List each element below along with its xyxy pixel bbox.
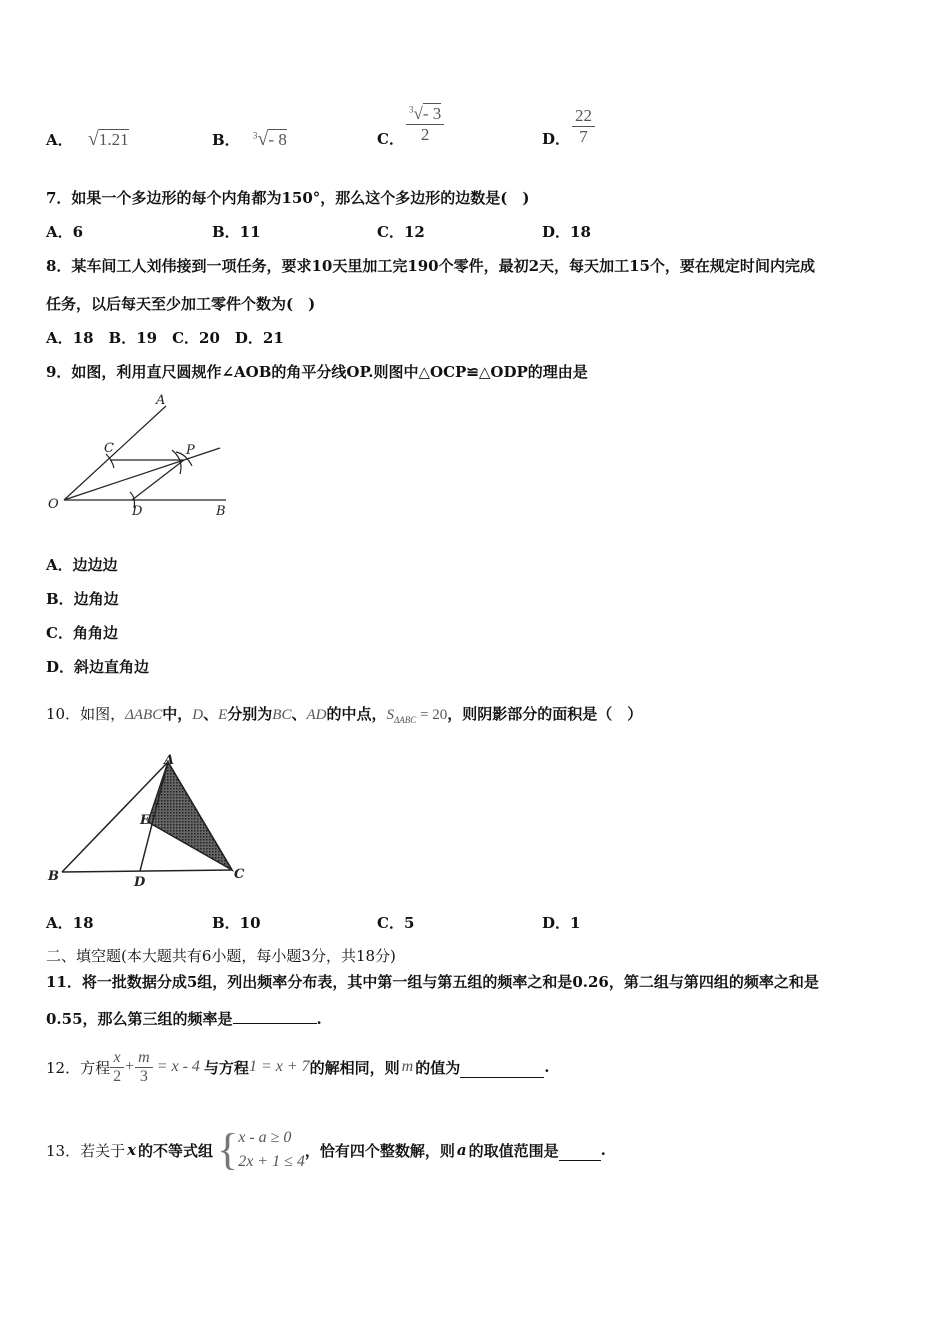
plus-sign: + xyxy=(125,1058,135,1075)
fraction-denominator: 3 xyxy=(139,1067,148,1085)
q8-text-line1: 8．某车间工人刘伟接到一项任务，要求10天里加工完190个零件，最初2天，每天加工15个，要在规定时间内完成 xyxy=(46,257,815,275)
label-c: C xyxy=(234,867,245,882)
root-index: 3 xyxy=(409,104,414,115)
q9-option-c: C．角角边 xyxy=(46,624,118,642)
sqrt-expression: √1.21 xyxy=(87,128,129,150)
option-label: A． xyxy=(46,131,73,149)
q10-triangle-figure xyxy=(44,752,254,892)
equation-rhs: = x - 4 xyxy=(152,1058,200,1075)
radicand: 1.21 xyxy=(98,130,129,149)
numerator: 22 xyxy=(572,106,595,127)
point-e: E xyxy=(218,707,228,723)
label-o: O xyxy=(48,497,59,512)
label-e: E xyxy=(140,813,150,828)
area-value: = 20 xyxy=(416,707,448,723)
area-symbol: S xyxy=(386,707,394,723)
q12-end: . xyxy=(544,1058,550,1076)
q10-option-c: C．5 xyxy=(377,914,415,932)
q11-text-part: 0.55，那么第三组的频率是 xyxy=(46,1010,233,1028)
segment-ad: AD xyxy=(306,707,327,723)
label-d: D xyxy=(134,875,146,890)
q10-text-part: 、 xyxy=(291,705,307,723)
q10-text xyxy=(46,703,642,725)
q10-text-part: 、 xyxy=(203,705,219,723)
q10-text-part: 分别为 xyxy=(227,705,273,723)
inequality-1: x - a ≥ 0 xyxy=(238,1129,292,1146)
q10-option-d: D．1 xyxy=(542,914,581,932)
inequality-system xyxy=(217,1126,305,1174)
q10-text-part: 的中点， xyxy=(326,705,387,723)
q12-equation-2: 1 = x + 7 xyxy=(248,1058,310,1075)
q11-answer-blank[interactable] xyxy=(233,1011,317,1024)
left-brace: { xyxy=(217,1125,239,1174)
side-bc xyxy=(62,870,232,872)
inequality-lines xyxy=(238,1126,305,1174)
radicand: - 3 xyxy=(422,104,442,123)
label-d: D xyxy=(132,504,143,519)
label-b: B xyxy=(48,869,59,884)
fraction-numerator: m xyxy=(135,1049,153,1068)
area-expression xyxy=(387,707,448,723)
q12-prefix: 12．方程 xyxy=(46,1058,111,1077)
option-label: B． xyxy=(212,131,240,149)
variable-x: x xyxy=(127,1141,137,1159)
area-subscript: ΔABC xyxy=(394,715,417,725)
fraction-numerator: x xyxy=(110,1049,124,1068)
q13-prefix: 13．若关于 xyxy=(46,1141,126,1160)
q6-option-d-label: D． xyxy=(542,130,571,148)
q6-option-a xyxy=(46,128,129,151)
q6-option-d-fraction xyxy=(572,106,595,147)
q13-text-part: 的取值范围是 xyxy=(468,1141,559,1160)
q12-answer-blank[interactable] xyxy=(460,1065,544,1078)
variable-m: m xyxy=(401,1058,414,1075)
q7-option-a: A．6 xyxy=(46,223,84,241)
q6-option-b xyxy=(212,128,287,151)
q9-option-b: B．边角边 xyxy=(46,590,119,608)
root-index: 3 xyxy=(252,130,258,141)
q11-text-line2 xyxy=(46,1008,322,1029)
cbrt-expression: $^3$√- 8 xyxy=(252,128,287,150)
q9-option-d: D．斜边直角边 xyxy=(46,658,150,676)
q13-end: . xyxy=(600,1141,606,1159)
denominator: 2 xyxy=(420,125,430,144)
q12-equation-1 xyxy=(110,1049,200,1086)
fraction-denominator: 2 xyxy=(113,1067,122,1085)
q13-text-part: ，恰有四个整数解，则 xyxy=(304,1141,455,1160)
q6-option-c-fraction: $\frac{^3√- 3}{2}$ xyxy=(406,104,444,145)
label-a: A xyxy=(156,393,166,408)
inequality-2: 2x + 1 ≤ 4 xyxy=(238,1153,305,1170)
variable-a: a xyxy=(456,1141,467,1159)
q7-option-d: D．18 xyxy=(542,223,591,241)
segment-bc: BC xyxy=(272,707,292,723)
label-p: P xyxy=(186,443,195,458)
q12-text-part: 的值为 xyxy=(415,1058,461,1077)
label-a: A xyxy=(164,753,175,768)
q13-text-part: 的不等式组 xyxy=(138,1141,214,1160)
triangle-symbol: ΔABC xyxy=(125,707,163,723)
q13-answer-blank[interactable] xyxy=(559,1148,601,1161)
q11-end: . xyxy=(316,1010,322,1028)
q12-text-part: 的解相同，则 xyxy=(309,1058,400,1077)
q8-text-line2: 任务，以后每天至少加工零件个数为( ) xyxy=(46,295,316,313)
q9-option-a: A．边边边 xyxy=(46,556,118,574)
q12-text-part: 与方程 xyxy=(203,1058,249,1077)
q7-option-b: B．11 xyxy=(212,223,261,241)
q10-option-b: B．10 xyxy=(212,914,261,932)
denominator: 7 xyxy=(579,127,588,146)
q9-angle-bisector-figure xyxy=(44,388,244,523)
q10-text-part: ，则阴影部分的面积是（ ） xyxy=(447,705,643,723)
label-c: C xyxy=(104,441,114,456)
q10-prefix: 10．如图， xyxy=(46,705,126,723)
q12-text xyxy=(46,1042,549,1092)
q13-text xyxy=(46,1122,606,1178)
radicand: - 8 xyxy=(268,130,287,149)
q7-text: 7．如果一个多边形的每个内角都为150°，那么这个多边形的边数是( ) xyxy=(46,189,530,207)
q6-option-c-label: C． xyxy=(377,130,404,148)
q10-option-a: A．18 xyxy=(46,914,94,932)
q11-text-line1: 11．将一批数据分成5组，列出频率分布表，其中第一组与第五组的频率之和是0.26，第二组与第四组的频率之和是 xyxy=(46,973,819,991)
point-d: D xyxy=(192,707,204,723)
q8-options: A．18 B．19 C．20 D．21 xyxy=(46,329,284,347)
label-b: B xyxy=(216,504,226,519)
q7-option-c: C．12 xyxy=(377,223,425,241)
shaded-triangle-aec xyxy=(148,762,232,870)
segment-dp xyxy=(132,460,184,500)
q9-text: 9．如图，利用直尺圆规作∠AOB的角平分线OP.则图中△OCP≌△ODP的理由是 xyxy=(46,363,588,381)
q10-text-part: 中， xyxy=(162,705,193,723)
section-2-title: 二、填空题(本大题共有6小题，每小题3分，共18分) xyxy=(46,947,396,965)
